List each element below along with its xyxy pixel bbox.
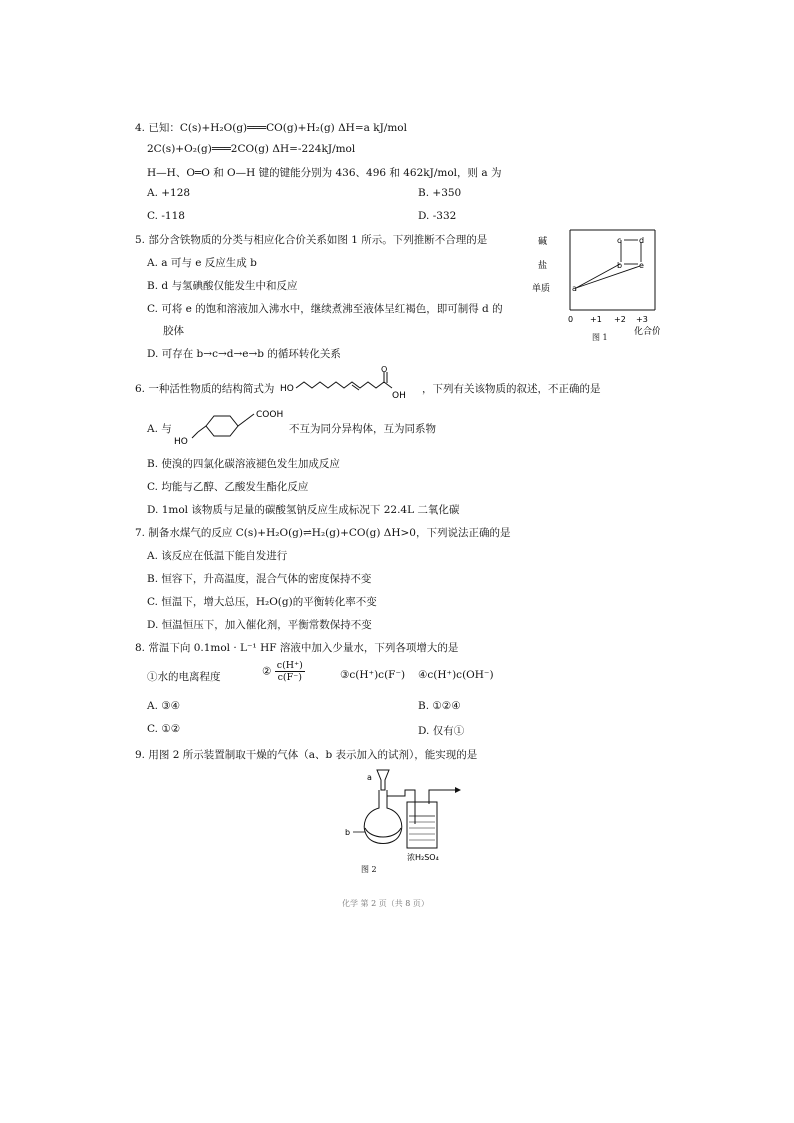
struct-ho-2: HO xyxy=(174,437,188,446)
struct-oh: OH xyxy=(392,391,406,401)
line-a-e xyxy=(576,266,640,288)
y-label-element: 单质 xyxy=(532,284,551,294)
cyclohexane-structure xyxy=(166,406,286,446)
q8-item-2-denominator: c(F⁻) xyxy=(277,672,302,683)
reagent-label: 浓H₂SO₄ xyxy=(407,853,439,862)
x-tick-1: +1 xyxy=(590,315,602,324)
carbon-chain xyxy=(296,382,392,388)
q4-option-a: A. +128 xyxy=(147,187,191,199)
chain-1 xyxy=(238,420,246,426)
q8-option-d: D. 仅有① xyxy=(418,725,465,737)
q6-option-a-pre: A. 与 xyxy=(147,423,172,435)
figure-1 xyxy=(530,226,660,344)
line-a-b xyxy=(576,264,620,288)
liquid-b xyxy=(365,828,401,837)
q5-option-c-line2: 胶体 xyxy=(163,325,184,337)
chain-3 xyxy=(198,426,206,432)
x-axis-title: 化合价 xyxy=(634,327,660,337)
q5-stem: 5. 部分含铁物质的分类与相应化合价关系如图 1 所示。下列推断不合理的是 xyxy=(135,234,488,246)
chain-4 xyxy=(192,432,198,438)
y-label-base: 碱 xyxy=(538,237,548,247)
q8-item-2-prefix: ② xyxy=(262,665,272,678)
separatory-funnel xyxy=(377,770,389,790)
double-bond xyxy=(352,385,359,390)
q7-option-a: A. 该反应在低温下能自发进行 xyxy=(147,550,288,562)
point-d: d xyxy=(639,236,645,245)
outlet-arrow-icon xyxy=(455,787,461,793)
q6-option-d: D. 1mol 该物质与足量的碳酸氢钠反应生成标况下 22.4L 二氧化碳 xyxy=(147,504,460,516)
q8-item-1: ①水的电离程度 xyxy=(147,671,221,683)
point-c: c xyxy=(617,236,622,245)
skeletal-formula xyxy=(280,366,420,402)
q8-option-c: C. ①② xyxy=(147,723,181,735)
q4-option-b: B. +350 xyxy=(418,187,462,199)
x-tick-3: +3 xyxy=(636,315,648,324)
q7-option-c: C. 恒温下，增大总压，H₂O(g)的平衡转化率不变 xyxy=(147,596,377,608)
figure-1-plot xyxy=(530,226,660,344)
point-a: a xyxy=(572,284,577,293)
q5-option-d: D. 可存在 b→c→d→e→b 的循环转化关系 xyxy=(147,348,341,360)
q5-option-b: B. d 与氢碘酸仅能发生中和反应 xyxy=(147,280,298,292)
q7-option-d: D. 恒温恒压下，加入催化剂，平衡常数保持不变 xyxy=(147,619,372,631)
acid-hatching xyxy=(409,822,435,840)
connecting-tube xyxy=(387,790,415,824)
q8-stem: 8. 常温下向 0.1mol · L⁻¹ HF 溶液中加入少量水，下列各项增大的是 xyxy=(135,642,459,654)
cyclohexane-ring xyxy=(206,416,238,436)
wash-bottle xyxy=(407,802,437,848)
round-bottom-flask xyxy=(364,790,401,844)
struct-o: O xyxy=(381,366,388,374)
q8-item-3: ③c(H⁺)c(F⁻) xyxy=(340,669,406,681)
q4-bond-energies: H—H、O═O 和 O—H 键的键能分别为 436、496 和 462kJ/mol，则 a 为 xyxy=(147,167,502,179)
struct-cooh: COOH xyxy=(256,410,284,420)
y-label-salt: 盐 xyxy=(538,261,548,271)
q4-stem: 4. 已知：C(s)+H₂O(g)═══CO(g)+H₂(g) ΔH=a kJ/mol xyxy=(135,122,407,134)
q4-option-d: D. -332 xyxy=(418,210,457,222)
q4-option-c: C. -118 xyxy=(147,210,185,222)
label-b: b xyxy=(345,828,351,837)
q6-option-a-post: 不互为同分异构体，互为同系物 xyxy=(289,423,436,435)
q8-item-4: ④c(H⁺)c(OH⁻) xyxy=(418,669,494,681)
q6-option-a-structure xyxy=(166,406,286,446)
q4-equation-2: 2C(s)+O₂(g)═══2CO(g) ΔH=-224kJ/mol xyxy=(147,143,356,155)
q6-structure-formula xyxy=(280,366,420,402)
figure-2-caption: 图 2 xyxy=(361,865,377,874)
q8-item-2-fraction xyxy=(275,660,305,683)
q6-stem-post: ，下列有关该物质的叙述，不正确的是 xyxy=(422,383,601,395)
figure-1-caption: 图 1 xyxy=(592,333,608,342)
q8-option-b: B. ①②④ xyxy=(418,700,461,712)
q5-option-c-line1: C. 可将 e 的饱和溶液加入沸水中，继续煮沸至液体呈红褐色，即可制得 d 的 xyxy=(147,303,503,315)
q6-stem-pre: 6. 一种活性物质的结构简式为 xyxy=(135,383,275,395)
page-footer: 化学 第 2 页（共 8 页） xyxy=(342,899,429,908)
q9-stem: 9. 用图 2 所示装置制取干燥的气体（a、b 表示加入的试剂），能实现的是 xyxy=(135,749,478,761)
point-e: e xyxy=(639,261,644,270)
x-tick-2: +2 xyxy=(614,315,626,324)
chain-2 xyxy=(246,414,254,420)
struct-ho: HO xyxy=(280,384,294,394)
q6-option-b: B. 使溴的四氯化碳溶液褪色发生加成反应 xyxy=(147,458,340,470)
q7-option-b: B. 恒容下，升高温度，混合气体的密度保持不变 xyxy=(147,573,372,585)
label-a: a xyxy=(367,773,372,782)
x-tick-0: 0 xyxy=(568,315,574,324)
figure-2 xyxy=(345,764,465,876)
gas-apparatus xyxy=(345,764,465,864)
q8-option-a: A. ③④ xyxy=(147,700,181,712)
point-b: b xyxy=(617,261,623,270)
q6-option-c: C. 均能与乙醇、乙酸发生酯化反应 xyxy=(147,481,309,493)
q7-stem: 7. 制备水煤气的反应 C(s)+H₂O(g)⇌H₂(g)+CO(g) ΔH>0，下列说法正确的是 xyxy=(135,527,511,539)
q8-item-2 xyxy=(262,660,305,683)
q5-option-a: A. a 可与 e 反应生成 b xyxy=(147,257,257,269)
q8-item-2-numerator: c(H⁺) xyxy=(276,660,303,671)
